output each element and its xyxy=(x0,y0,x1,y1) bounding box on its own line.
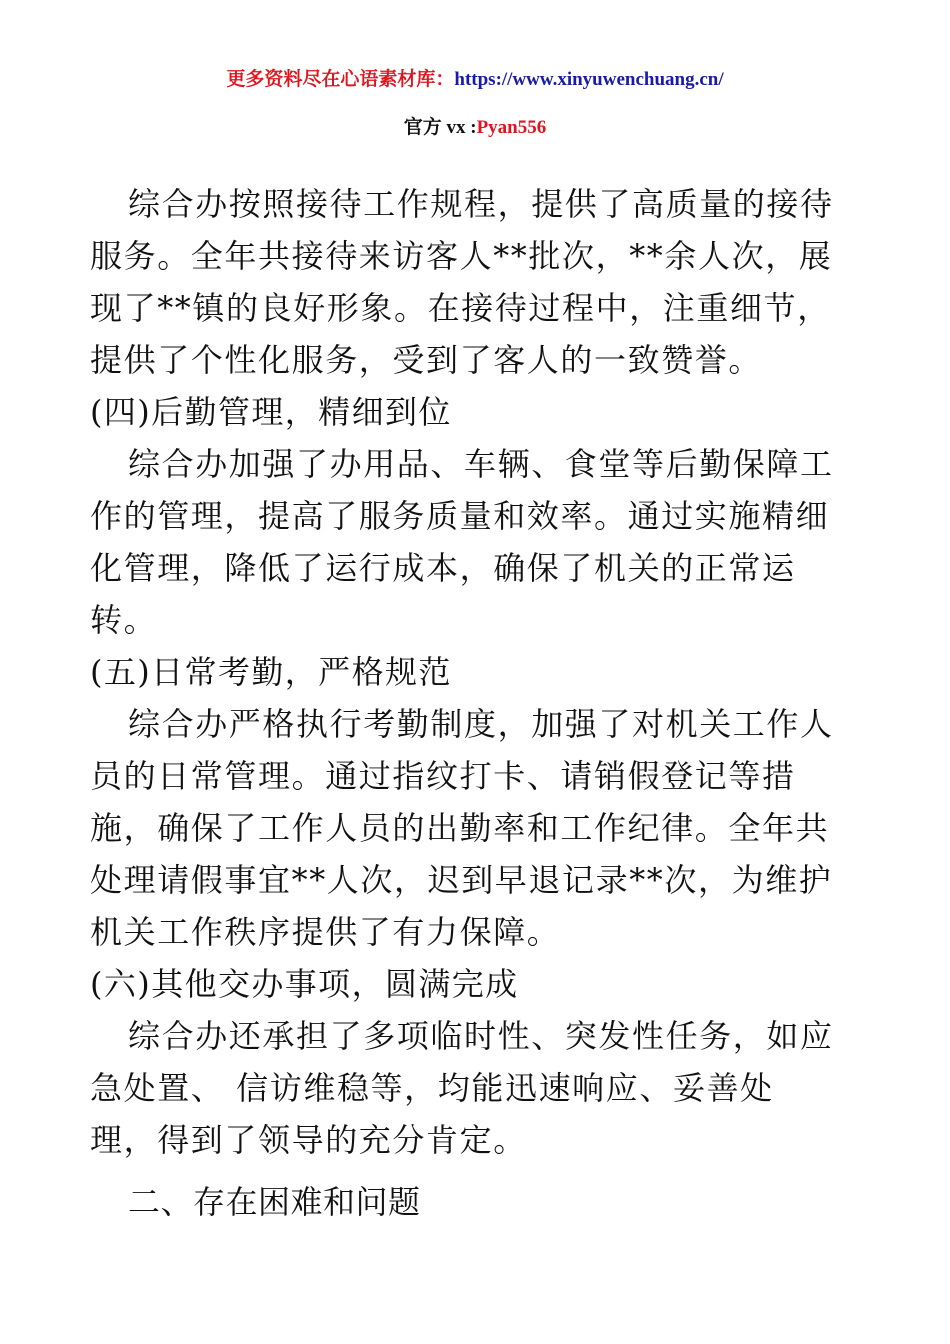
header-contact-id: Pyan556 xyxy=(476,117,547,138)
paragraph-line: 急处置、 信访维稳等，均能迅速响应、妥善处 xyxy=(90,1069,774,1107)
paragraph-line: 综合办还承担了多项临时性、突发性任务，如应 xyxy=(128,1017,834,1055)
paragraph-line: 机关工作秩序提供了有力保障。 xyxy=(90,913,561,951)
paragraph-line: 综合办按照接待工作规程，提供了高质量的接待 xyxy=(128,185,834,223)
source-header-line xyxy=(0,66,950,94)
header-contact-label: 官方 vx : xyxy=(403,117,477,138)
paragraph-reception xyxy=(90,178,865,386)
paragraph-other-tasks xyxy=(90,1010,865,1166)
paragraph-attendance xyxy=(90,698,865,958)
paragraph-line: 服务。全年共接待来访客人**批次，**余人次，展 xyxy=(90,237,833,275)
paragraph-line: 施，确保了工作人员的出勤率和工作纪律。全年共 xyxy=(90,809,830,847)
paragraph-line: 作的管理，提高了服务质量和效率。通过实施精细 xyxy=(90,497,830,535)
header-source-label: 更多资料尽在心语素材库： xyxy=(226,69,455,90)
paragraph-line: 综合办加强了办用品、车辆、食堂等后勤保障工 xyxy=(128,445,834,483)
paragraph-line: 处理请假事宜**人次，迟到早退记录**次，为维护 xyxy=(90,861,833,899)
header-source-url[interactable]: https://www.xinyuwenchuang.cn/ xyxy=(454,69,724,90)
paragraph-logistics xyxy=(90,438,865,646)
section-heading-other-tasks: (六)其他交办事项，圆满完成 xyxy=(90,965,519,1003)
section-heading-logistics: (四)后勤管理，精细到位 xyxy=(90,393,452,431)
paragraph-line: 转。 xyxy=(90,601,158,639)
paragraph-line: 理，得到了领导的充分肯定。 xyxy=(90,1121,527,1159)
chapter-heading-problems: 二、存在困难和问题 xyxy=(128,1183,421,1221)
section-heading-attendance: (五)日常考勤，严格规范 xyxy=(90,653,452,691)
paragraph-line: 化管理，降低了运行成本，确保了机关的正常运 xyxy=(90,549,796,587)
paragraph-line: 提供了个性化服务，受到了客人的一致赞誉。 xyxy=(90,341,763,379)
paragraph-line: 员的日常管理。通过指纹打卡、请销假登记等措 xyxy=(90,757,796,795)
paragraph-line: 综合办严格执行考勤制度，加强了对机关工作人 xyxy=(128,705,834,743)
document-body xyxy=(90,178,865,1234)
paragraph-line: 现了**镇的良好形象。在接待过程中，注重细节， xyxy=(90,289,831,327)
contact-header-line xyxy=(0,114,950,142)
